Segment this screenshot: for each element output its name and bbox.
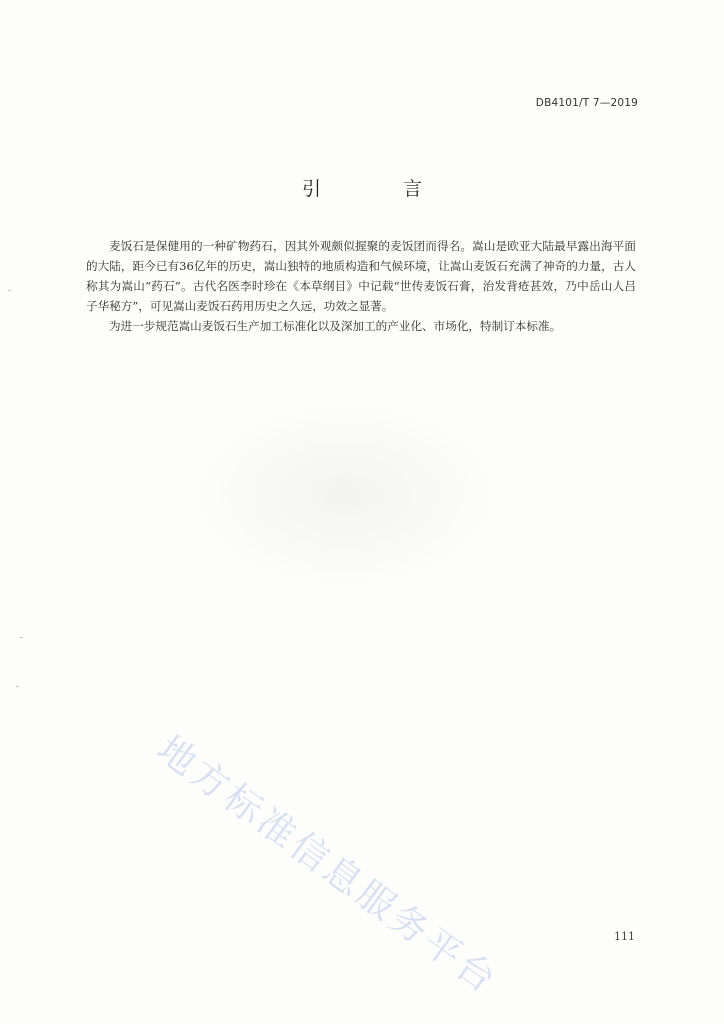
page-title: 引 言: [301, 178, 461, 200]
paragraph-1: 麦饭石是保健用的一种矿物药石，因其外观颇似握聚的麦饭团而得名。嵩山是欧亚大陆最早露出海平面的大陆，距今已有36亿年的历史，嵩山独特的地质构造和气候环境，让嵩山麦饭石充满了神奇的力量，古人称其为嵩山“药石”。古代名医李时珍在《本草纲目》中记载“世传麦饭石膏，治发背疮甚效，乃中岳山人吕子华秘方”，可见嵩山麦饭石药用历史之久远，功效之显著。: [86, 239, 636, 313]
paragraph-2: 为进一步规范嵩山麦饭石生产加工标准化以及深加工的产业化、市场化，特制订本标准。: [109, 319, 562, 333]
scan-mark: [8, 290, 11, 291]
page-number: 111: [614, 930, 635, 943]
body-text: [86, 236, 636, 336]
scan-smudge: [190, 400, 500, 590]
scan-mark: [16, 686, 19, 687]
scan-mark: [20, 637, 23, 638]
watermark: 地方标准信息服务平台: [149, 727, 507, 1004]
document-code: DB4101/T 7—2019: [535, 97, 638, 109]
